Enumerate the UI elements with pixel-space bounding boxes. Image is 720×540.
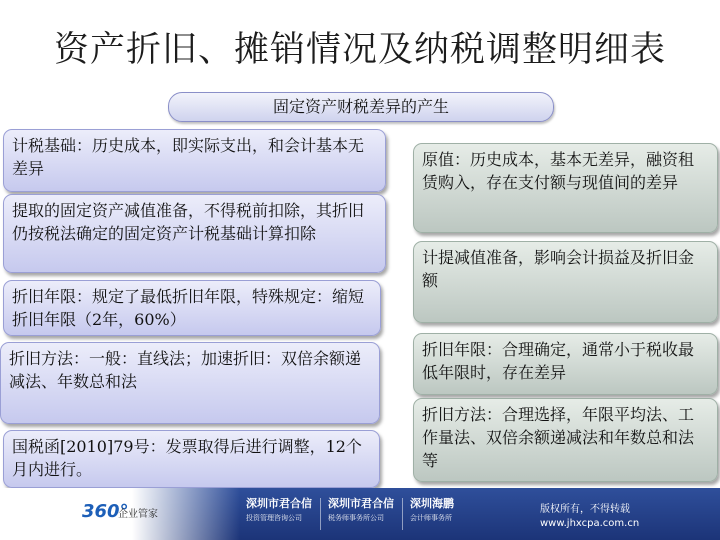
right-box-depreciation-years: 折旧年限：合理确定，通常小于税收最低年限时，存在差异 [413,333,718,395]
firm-accounting: 深圳海鹏 会计师事务所 [410,497,454,522]
footer-divider [320,498,321,530]
right-box-impairment: 计提减值准备，影响会计损益及折旧金额 [413,241,718,323]
logo-360-icon: 360° [82,501,129,522]
copyright-block [540,503,639,531]
left-box-impairment: 提取的固定资产减值准备，不得税前扣除，其折旧仍按税法确定的固定资产计税基础计算扣除 [3,194,386,273]
right-box-depreciation-method: 折旧方法：合理选择，年限平均法、工作量法、双倍余额递减法和年数总和法等 [413,398,718,482]
logo-text: 企业管家 [118,509,158,520]
left-box-depreciation-years: 折旧年限：规定了最低折旧年限，特殊规定：缩短折旧年限（2年，60%） [3,280,381,336]
firm-tax-agency: 深圳市君合信 税务师事务所公司 [328,497,394,522]
firm-investment: 深圳市君合信 投资管理咨询公司 [246,497,312,522]
logo-area [0,488,240,540]
right-box-original-value: 原值：历史成本，基本无差异，融资租赁购入，存在支付额与现值间的差异 [413,143,718,233]
left-box-depreciation-method: 折旧方法：一般：直线法；加速折旧：双倍余额递减法、年数总和法 [0,342,380,424]
page-title: 资产折旧、摊销情况及纳税调整明细表 [53,30,666,70]
copyright-text: 版权所有，不得转载 [540,504,630,515]
website-link[interactable]: www.jhxcpa.com.cn [540,518,640,529]
left-box-tax-basis: 计税基础：历史成本，即实际支出，和会计基本无差异 [3,129,386,192]
left-box-tax-notice: 国税函[2010]79号：发票取得后进行调整，12个月内进行。 [3,430,380,488]
section-header-pill: 固定资产财税差异的产生 [168,92,554,122]
footer-divider [402,498,403,530]
footer-banner [0,488,720,540]
